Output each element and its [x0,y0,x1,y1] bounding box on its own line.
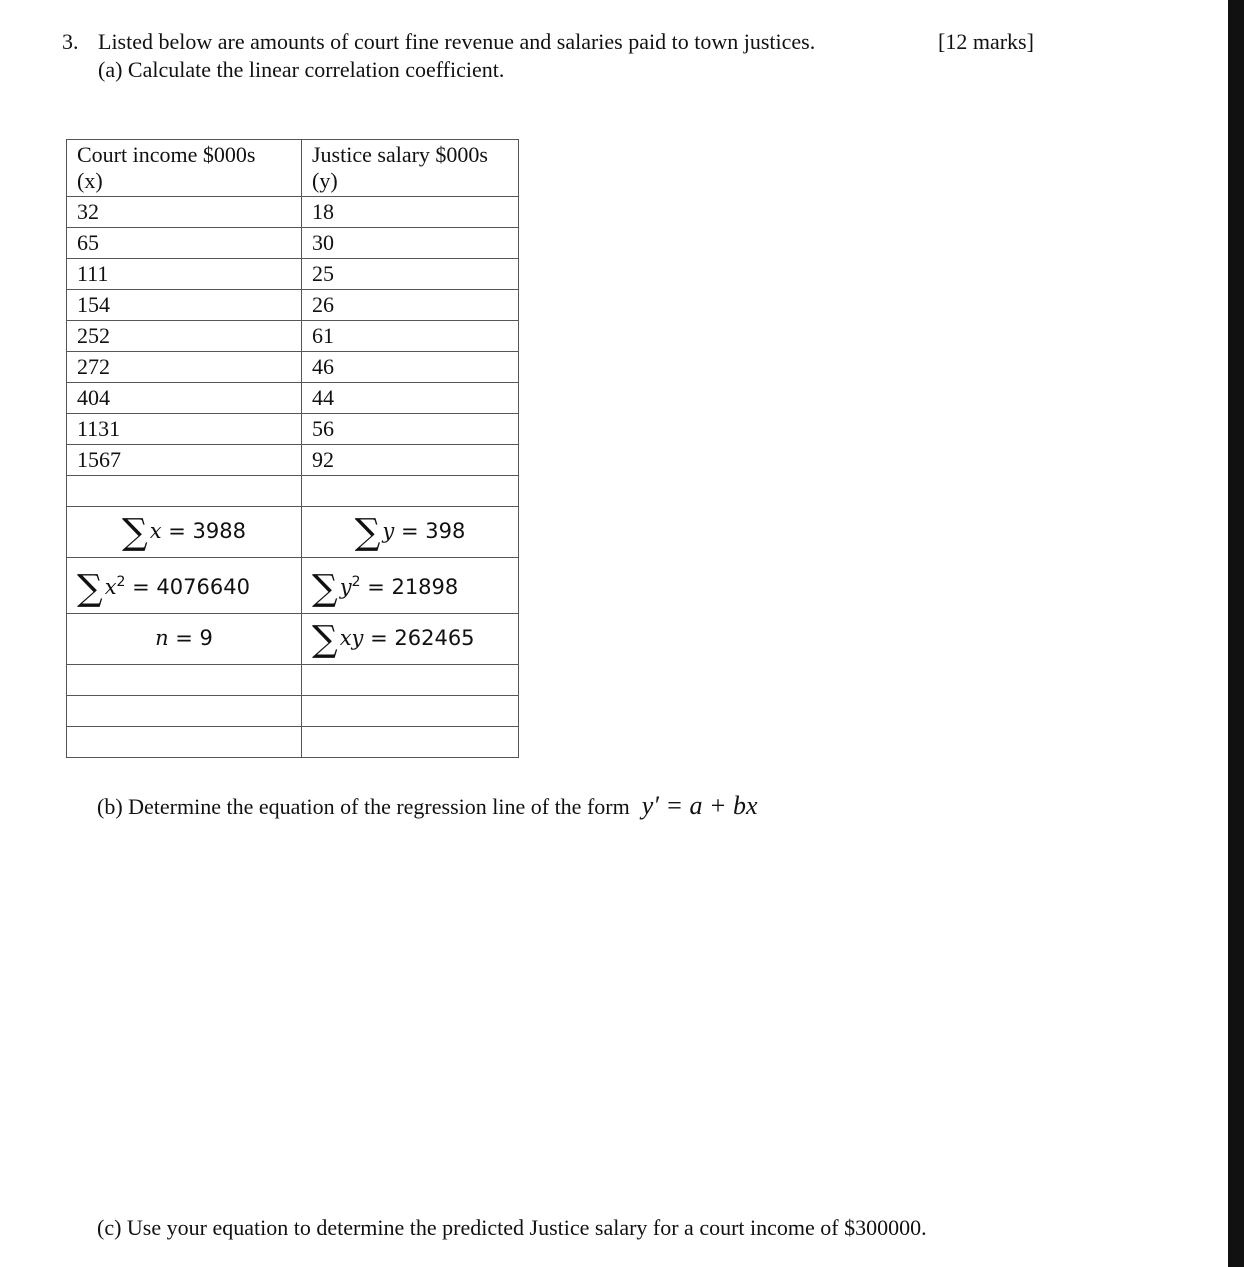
y-cell: 26 [302,290,519,321]
sigma-symbol: ∑ [122,512,148,553]
y-cell: 18 [302,197,519,228]
part-a-text: (a) Calculate the linear correlation coefficient. [98,57,505,82]
table-row [67,290,519,321]
sum-row-2 [67,558,519,614]
part-b-text: (b) Determine the equation of the regression line of the form [97,794,630,819]
part-c-text: (c) Use your equation to determine the predicted Justice salary for a court income of $300000. [97,1215,927,1240]
sample-size: n = 9 [67,614,302,665]
table-row [67,352,519,383]
y-cell: 30 [302,228,519,259]
x-cell: 404 [67,383,302,414]
x-cell: 272 [67,352,302,383]
x-cell: 1567 [67,445,302,476]
x-cell: 111 [67,259,302,290]
x-cell: 1131 [67,414,302,445]
sum-xy: ∑xy = 262465 [302,614,519,665]
table-row [67,228,519,259]
table-row [67,259,519,290]
table-row [67,321,519,352]
sigma-symbol: ∑ [312,619,338,660]
data-table [66,139,519,758]
sum-row-3 [67,614,519,665]
y-cell: 92 [302,445,519,476]
x-cell: 65 [67,228,302,259]
header-court-income: Court income $000s (x) [67,140,302,197]
question-text: Listed below are amounts of court fine revenue and salaries paid to town justices. [98,29,816,54]
sigma-symbol: ∑ [77,568,103,609]
y-cell: 61 [302,321,519,352]
empty-row [67,727,519,758]
sum-y: ∑y = 398 [302,507,519,558]
empty-row [67,665,519,696]
table-header-row [67,140,519,197]
regression-form: y′ = a + bx [641,791,758,820]
table-row [67,414,519,445]
header-justice-salary: Justice salary $000s (y) [302,140,519,197]
y-cell: 56 [302,414,519,445]
sum-row-1 [67,507,519,558]
x-cell: 32 [67,197,302,228]
empty-row [67,696,519,727]
table-row [67,383,519,414]
sigma-symbol: ∑ [354,512,381,553]
sum-x-squared: $\sum x^2 = 4076640$ [67,558,302,614]
x-cell: 154 [67,290,302,321]
sum-x: ∑x = 3988 [67,507,302,558]
question-marks: [12 marks] [938,29,1034,54]
x-cell: 252 [67,321,302,352]
table-row [67,445,519,476]
question-number: 3. [62,29,79,54]
page-edge-bar [1228,0,1244,1267]
table-row [67,197,519,228]
sigma-symbol: ∑ [312,568,338,609]
y-cell: 46 [302,352,519,383]
empty-row [67,476,519,507]
sum-y-squared: $\sum y^2 = 21898$ [302,558,519,614]
y-cell: 25 [302,259,519,290]
y-cell: 44 [302,383,519,414]
part-b [97,790,758,823]
